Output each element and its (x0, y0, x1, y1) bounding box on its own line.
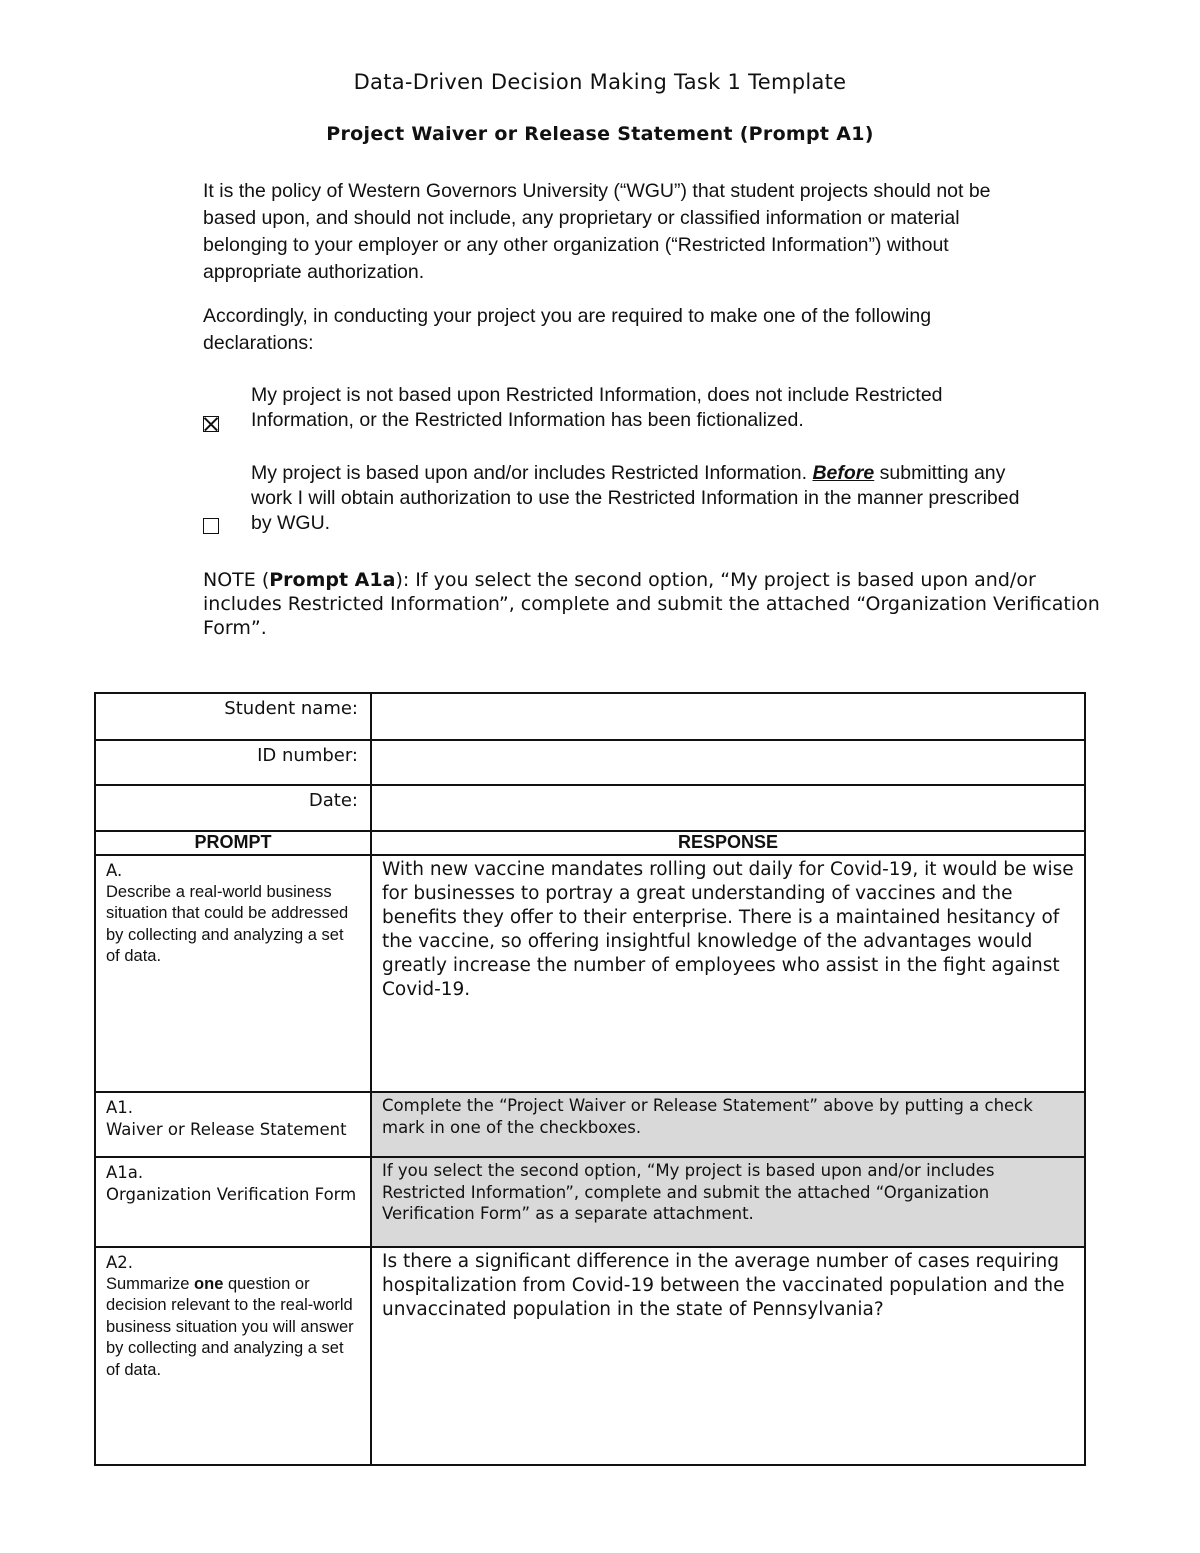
response-cell: Complete the “Project Waiver or Release Statement” above by putting a check mark in one of the checkboxes. (371, 1092, 1085, 1157)
prompt-code: A1. (106, 1098, 134, 1117)
declaration-option-not-restricted: My project is not based upon Restricted Information, does not include Restricted Information, or the Restricted Information has been fictionalized. (251, 384, 943, 431)
prompt-header: PROMPT (95, 831, 371, 855)
prompt-description: Summarize one question or decision relevant to the real-world business situation you will answer by collecting and analyzing a set of data. (106, 1274, 354, 1379)
note-paragraph: NOTE (Prompt A1a): If you select the second option, “My project is based upon and/or includes Restricted Information”, complete and submit the attached “Organization Verification Form”. (203, 569, 1100, 639)
response-cell: If you select the second option, “My project is based upon and/or includes Restricted Information”, complete and submit the attached “Organization Verification Form” as a separate attachment. (371, 1157, 1085, 1247)
student-name-row (95, 693, 1085, 740)
prompt-cell (95, 855, 371, 1092)
page-title: Data-Driven Decision Making Task 1 Template (353, 70, 847, 94)
response-cell[interactable]: Is there a significant difference in the average number of cases requiring hospitalization from Covid-19 between the vaccinated population and the unvaccinated population in the state of Pennsylvania? (371, 1247, 1085, 1465)
id-number-field[interactable] (371, 740, 1085, 785)
prompt-cell (95, 1157, 371, 1247)
prompt-code: A2. (106, 1253, 134, 1272)
policy-paragraph: It is the policy of Western Governors University (“WGU”) that student projects should not be based upon, and should not include, any proprietary or classified information or material belonging to your employer or any other organization (“Restricted Information”) without appropriate authorization. (203, 180, 991, 283)
declaration-option-restricted: My project is based upon and/or includes Restricted Information. Before submitting any work I will obtain authorization to use the Restricted Information in the manner prescribed by WGU. (251, 462, 1020, 534)
prompt-description: Organization Verification Form (106, 1184, 357, 1204)
table-row (95, 1092, 1085, 1157)
prompt-cell (95, 1247, 371, 1465)
prompt-cell (95, 1092, 371, 1157)
declaration-checkbox-not-restricted[interactable] (203, 416, 219, 432)
table-row (95, 1247, 1085, 1465)
date-field[interactable] (371, 785, 1085, 831)
declaration-checkbox-restricted[interactable] (203, 518, 219, 534)
prompt-code: A1a. (106, 1163, 144, 1182)
prompt-description: Waiver or Release Statement (106, 1119, 347, 1139)
date-row (95, 785, 1085, 831)
prompt-description: Describe a real-world business situation that could be addressed by collecting and analyzing a set of data. (106, 882, 349, 965)
table-row (95, 1157, 1085, 1247)
header-row (95, 831, 1085, 855)
page-subtitle: Project Waiver or Release Statement (Prompt A1) (326, 123, 874, 145)
date-label: Date: (95, 785, 371, 831)
task-table (94, 692, 1086, 1466)
student-name-label: Student name: (95, 693, 371, 740)
student-name-field[interactable] (371, 693, 1085, 740)
prompt-code: A. (106, 861, 123, 880)
before-emphasis: Before (812, 462, 875, 484)
id-number-row (95, 740, 1085, 785)
response-header: RESPONSE (371, 831, 1085, 855)
declaration-intro: Accordingly, in conducting your project you are required to make one of the following declarations: (203, 305, 932, 354)
id-number-label: ID number: (95, 740, 371, 785)
table-row (95, 855, 1085, 1092)
response-cell[interactable]: With new vaccine mandates rolling out daily for Covid-19, it would be wise for businesses to portray a great understanding of vaccines and the benefits they offer to their enterprise. There is a maintained hesitancy of the vaccine, so offering insightful knowledge of the advantages would greatly increase the number of employees who assist in the fight against Covid-19. (371, 855, 1085, 1092)
